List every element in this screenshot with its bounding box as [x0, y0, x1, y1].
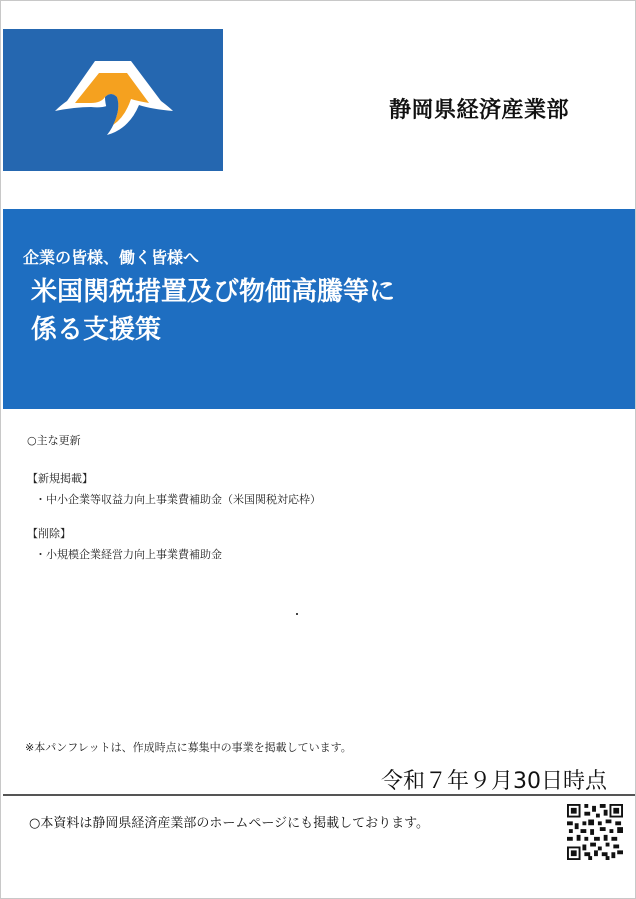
pamphlet-note: ※本パンフレットは、作成時点に募集中の事業を掲載しています。 — [25, 741, 352, 754]
section-item-removed: ・小規模企業経営力向上事業費補助金 — [35, 548, 222, 561]
qr-code-icon[interactable] — [567, 804, 623, 860]
footer-text: ○本資料は静岡県経済産業部のホームページにも掲載しております。 — [29, 816, 430, 831]
section-item-new: ・中小企業等収益力向上事業費補助金（米国関税対応枠） — [35, 493, 321, 506]
banner-title-line-1: 米国関税措置及び物価高騰等に — [31, 277, 396, 307]
section-label-removed: 【削除】 — [27, 527, 71, 540]
logo-box — [3, 29, 223, 171]
stray-dot — [296, 613, 298, 615]
update-list — [27, 432, 321, 580]
department-name: 静岡県経済産業部 — [389, 98, 570, 123]
title-banner — [3, 209, 635, 409]
shizuoka-emblem-icon — [51, 57, 175, 141]
as-of-date: 令和７年９月30日時点 — [381, 769, 607, 794]
update-heading: ○主な更新 — [27, 434, 81, 447]
banner-title-line-2: 係る支援策 — [31, 315, 162, 345]
banner-subtitle: 企業の皆様、働く皆様へ — [23, 248, 200, 267]
banner-title — [31, 273, 591, 349]
section-label-new: 【新規掲載】 — [27, 472, 93, 485]
footer — [3, 794, 635, 873]
